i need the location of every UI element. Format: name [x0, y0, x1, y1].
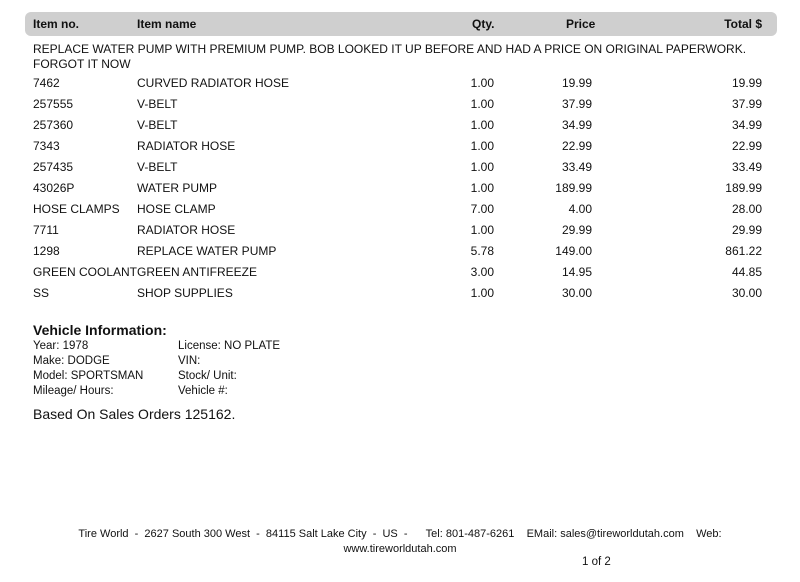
page-number: 1 of 2 [582, 556, 611, 568]
item-total: 22.99 [731, 139, 762, 153]
item-total: 30.00 [731, 286, 762, 300]
item-no: 257360 [33, 118, 74, 132]
table-row [0, 244, 800, 265]
item-total: 34.99 [731, 118, 762, 132]
table-row [0, 160, 800, 181]
vehicle-license: License: NO PLATE [178, 340, 281, 352]
item-qty: 1.00 [470, 76, 494, 90]
item-name: SHOP SUPPLIES [137, 286, 233, 300]
footer-contact-line: Tire World - 2627 South 300 West - 84115 Salt Lake City - US - Tel: 801-487-6261 EMail: sales@tireworldutah.com Web: [78, 528, 722, 540]
table-row [0, 223, 800, 244]
table-row [0, 139, 800, 160]
item-name: V-BELT [137, 118, 178, 132]
item-price: 37.99 [561, 97, 592, 111]
item-no: HOSE CLAMPS [33, 202, 120, 216]
table-row [0, 118, 800, 139]
item-total: 29.99 [731, 223, 762, 237]
vehicle-mileage: Mileage/ Hours: [33, 385, 114, 397]
item-no: 7343 [33, 139, 60, 153]
table-row [0, 202, 800, 223]
item-total: 37.99 [731, 97, 762, 111]
item-name: REPLACE WATER PUMP [137, 244, 277, 258]
item-price: 29.99 [561, 223, 592, 237]
table-row [0, 97, 800, 118]
item-price: 189.99 [555, 181, 592, 195]
item-qty: 1.00 [470, 97, 494, 111]
item-price: 14.95 [561, 265, 592, 279]
vehicle-number: Vehicle #: [178, 385, 228, 397]
header-item-name: Item name [137, 17, 197, 31]
item-no: 257555 [33, 97, 74, 111]
based-on-sales-orders: Based On Sales Orders 125162. [33, 406, 236, 422]
item-total: 33.49 [731, 160, 762, 174]
vehicle-make: Make: DODGE [33, 355, 110, 367]
item-qty: 1.00 [470, 286, 494, 300]
table-row [0, 286, 800, 307]
item-name: V-BELT [137, 160, 178, 174]
item-qty: 7.00 [470, 202, 494, 216]
item-no: 7462 [33, 76, 60, 90]
item-total: 861.22 [725, 244, 762, 258]
table-row [0, 76, 800, 97]
header-price: Price [566, 17, 596, 31]
item-price: 149.00 [555, 244, 592, 258]
item-qty: 3.00 [470, 265, 494, 279]
item-price: 19.99 [561, 76, 592, 90]
item-qty: 1.00 [470, 223, 494, 237]
item-qty: 5.78 [470, 244, 494, 258]
item-no: SS [33, 286, 50, 300]
item-qty: 1.00 [470, 160, 494, 174]
item-total: 189.99 [725, 181, 762, 195]
item-no: 7711 [33, 223, 59, 237]
item-name: HOSE CLAMP [137, 202, 216, 216]
item-qty: 1.00 [470, 181, 494, 195]
table-row [0, 181, 800, 202]
order-note: REPLACE WATER PUMP WITH PREMIUM PUMP. BOB LOOKED IT UP BEFORE AND HAD A PRICE ON ORIGINAL PAPERWORK. FORGOT IT NOW [33, 42, 747, 71]
item-name: GREEN ANTIFREEZE [137, 265, 258, 279]
item-qty: 1.00 [470, 118, 494, 132]
item-total: 44.85 [731, 265, 762, 279]
vehicle-year: Year: 1978 [33, 340, 89, 352]
item-total: 28.00 [731, 202, 762, 216]
item-no: 43026P [33, 181, 75, 195]
item-name: RADIATOR HOSE [137, 139, 236, 153]
table-row [0, 265, 800, 286]
item-no: GREEN COOLANT [33, 265, 138, 279]
item-price: 34.99 [561, 118, 592, 132]
vehicle-info-title: Vehicle Information: [33, 322, 167, 338]
item-price: 22.99 [561, 139, 592, 153]
vehicle-vin: VIN: [178, 355, 201, 367]
item-price: 30.00 [561, 286, 592, 300]
vehicle-model: Model: SPORTSMAN [33, 370, 144, 382]
item-name: WATER PUMP [137, 181, 217, 195]
header-item-no: Item no. [33, 17, 80, 31]
footer-website: www.tireworldutah.com [343, 543, 457, 555]
header-total: Total $ [724, 17, 762, 31]
item-total: 19.99 [731, 76, 762, 90]
item-name: CURVED RADIATOR HOSE [137, 76, 290, 90]
vehicle-stock: Stock/ Unit: [178, 370, 237, 382]
item-qty: 1.00 [470, 139, 494, 153]
item-no: 257435 [33, 160, 74, 174]
header-qty: Qty. [472, 17, 495, 31]
item-price: 33.49 [561, 160, 592, 174]
item-name: RADIATOR HOSE [137, 223, 236, 237]
item-price: 4.00 [568, 202, 592, 216]
item-no: 1298 [33, 244, 60, 258]
item-name: V-BELT [137, 97, 178, 111]
